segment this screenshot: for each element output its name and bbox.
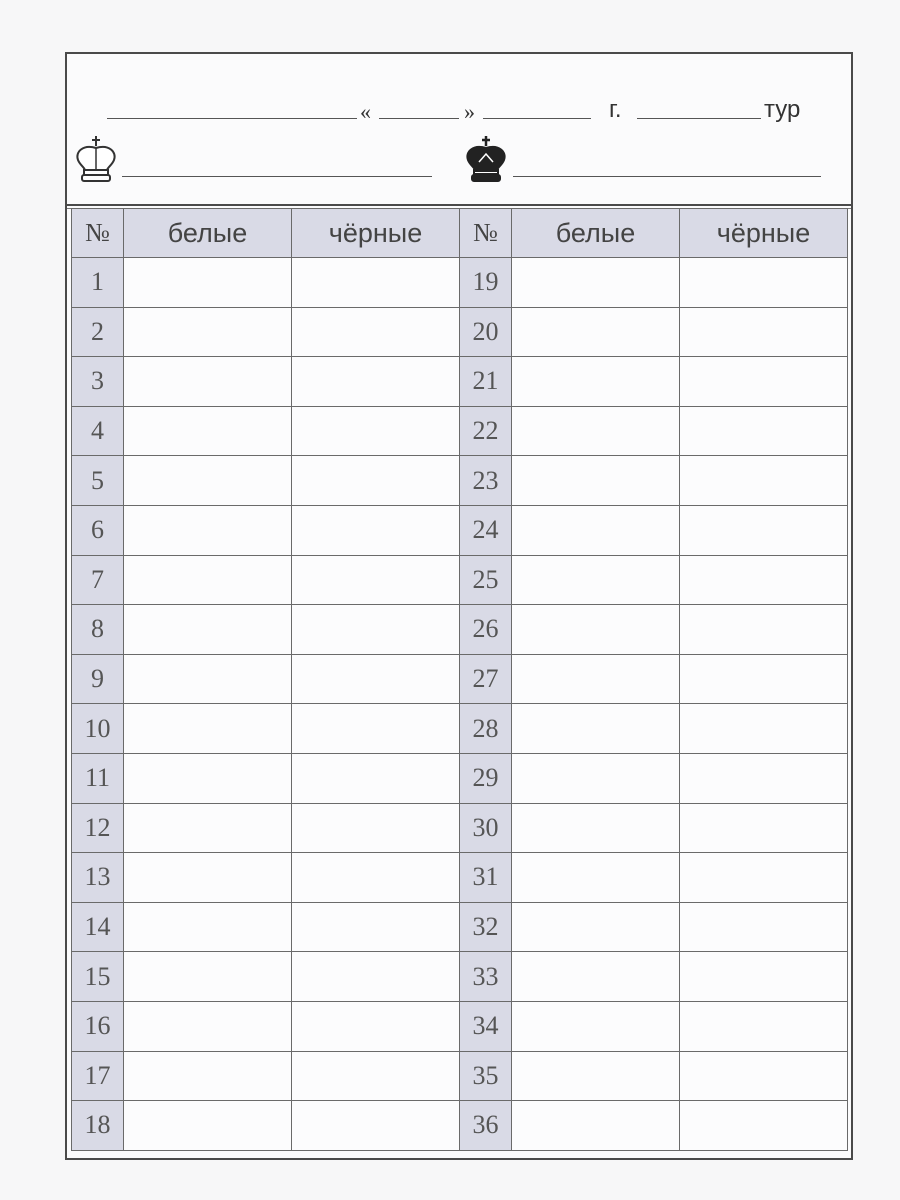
black-move-cell[interactable] (680, 952, 848, 1002)
black-player-field[interactable] (513, 176, 821, 177)
black-move-cell[interactable] (680, 853, 848, 903)
white-move-cell[interactable] (512, 258, 680, 308)
white-move-cell[interactable] (124, 505, 292, 555)
black-move-cell[interactable] (680, 1001, 848, 1051)
column-header-black: чёрные (680, 209, 848, 258)
white-move-cell[interactable] (124, 1001, 292, 1051)
event-field[interactable] (107, 118, 357, 119)
white-move-cell[interactable] (124, 654, 292, 704)
white-move-cell[interactable] (124, 605, 292, 655)
move-number: 3 (72, 357, 124, 407)
move-number: 20 (460, 307, 512, 357)
day-field[interactable] (379, 118, 459, 119)
white-move-cell[interactable] (124, 406, 292, 456)
move-number: 34 (460, 1001, 512, 1051)
black-move-cell[interactable] (680, 605, 848, 655)
move-row (72, 952, 460, 1002)
move-number: 22 (460, 406, 512, 456)
move-number: 33 (460, 952, 512, 1002)
white-move-cell[interactable] (512, 1101, 680, 1151)
black-move-cell[interactable] (680, 654, 848, 704)
move-number: 11 (72, 753, 124, 803)
move-number: 12 (72, 803, 124, 853)
move-number: 7 (72, 555, 124, 605)
white-move-cell[interactable] (512, 406, 680, 456)
header-divider (67, 204, 851, 206)
white-move-cell[interactable] (512, 753, 680, 803)
move-row (72, 357, 460, 407)
move-row (72, 1051, 460, 1101)
black-move-cell[interactable] (292, 1051, 460, 1101)
move-number: 26 (460, 605, 512, 655)
move-number: 21 (460, 357, 512, 407)
black-move-cell[interactable] (292, 357, 460, 407)
move-number: 10 (72, 704, 124, 754)
white-move-cell[interactable] (512, 803, 680, 853)
move-row (460, 753, 848, 803)
black-move-cell[interactable] (292, 1101, 460, 1151)
move-number: 25 (460, 555, 512, 605)
move-row (72, 307, 460, 357)
year-field[interactable] (637, 118, 761, 119)
black-move-cell[interactable] (292, 654, 460, 704)
black-move-cell[interactable] (680, 803, 848, 853)
black-move-cell[interactable] (680, 406, 848, 456)
move-row (460, 307, 848, 357)
white-move-cell[interactable] (512, 505, 680, 555)
white-move-cell[interactable] (124, 753, 292, 803)
move-number: 23 (460, 456, 512, 506)
white-move-cell[interactable] (124, 555, 292, 605)
black-move-cell[interactable] (680, 357, 848, 407)
move-number: 2 (72, 307, 124, 357)
black-move-cell[interactable] (292, 704, 460, 754)
move-row (460, 952, 848, 1002)
move-number: 15 (72, 952, 124, 1002)
move-row (72, 406, 460, 456)
black-move-cell[interactable] (292, 902, 460, 952)
move-row (72, 605, 460, 655)
move-row (460, 803, 848, 853)
white-move-cell[interactable] (512, 853, 680, 903)
move-row (72, 1001, 460, 1051)
move-row (72, 902, 460, 952)
move-number: 18 (72, 1101, 124, 1151)
column-header-white: белые (124, 209, 292, 258)
move-number: 6 (72, 505, 124, 555)
move-row (72, 505, 460, 555)
move-row (460, 406, 848, 456)
year-label: г. (609, 96, 622, 123)
column-header-white: белые (512, 209, 680, 258)
black-move-cell[interactable] (292, 307, 460, 357)
move-number: 36 (460, 1101, 512, 1151)
white-move-cell[interactable] (512, 555, 680, 605)
table-header-row (460, 209, 848, 258)
move-number: 1 (72, 258, 124, 308)
move-row (460, 654, 848, 704)
move-row (460, 258, 848, 308)
black-move-cell[interactable] (680, 505, 848, 555)
black-move-cell[interactable] (680, 456, 848, 506)
white-move-cell[interactable] (124, 307, 292, 357)
move-row (460, 1001, 848, 1051)
white-move-cell[interactable] (124, 902, 292, 952)
black-move-cell[interactable] (292, 505, 460, 555)
black-move-cell[interactable] (292, 456, 460, 506)
column-header-number: № (72, 209, 124, 258)
white-move-cell[interactable] (512, 605, 680, 655)
black-move-cell[interactable] (680, 753, 848, 803)
black-move-cell[interactable] (292, 555, 460, 605)
move-row (72, 704, 460, 754)
move-number: 14 (72, 902, 124, 952)
white-move-cell[interactable] (124, 1101, 292, 1151)
white-move-cell[interactable] (124, 853, 292, 903)
move-row (72, 654, 460, 704)
black-move-cell[interactable] (292, 853, 460, 903)
score-sheet (65, 52, 853, 1160)
open-quote: « (360, 99, 371, 124)
move-number: 13 (72, 853, 124, 903)
move-row (460, 505, 848, 555)
move-row (72, 803, 460, 853)
move-row (460, 902, 848, 952)
sheet-header (67, 54, 851, 204)
move-row (460, 1051, 848, 1101)
move-number: 17 (72, 1051, 124, 1101)
move-number: 8 (72, 605, 124, 655)
white-move-cell[interactable] (512, 456, 680, 506)
column-header-black: чёрные (292, 209, 460, 258)
move-row (72, 456, 460, 506)
white-move-cell[interactable] (512, 902, 680, 952)
moves-table-left (71, 208, 460, 1151)
black-move-cell[interactable] (680, 258, 848, 308)
round-label: тур (764, 96, 801, 123)
white-king-icon (73, 134, 119, 184)
move-number: 27 (460, 654, 512, 704)
white-move-cell[interactable] (124, 1051, 292, 1101)
move-row (460, 605, 848, 655)
move-number: 4 (72, 406, 124, 456)
black-move-cell[interactable] (680, 1101, 848, 1151)
white-move-cell[interactable] (124, 952, 292, 1002)
move-number: 5 (72, 456, 124, 506)
white-move-cell[interactable] (124, 357, 292, 407)
move-row (460, 1101, 848, 1151)
move-number: 32 (460, 902, 512, 952)
month-field[interactable] (483, 118, 591, 119)
move-number: 16 (72, 1001, 124, 1051)
close-quote: » (464, 99, 475, 124)
white-move-cell[interactable] (512, 1051, 680, 1101)
move-number: 35 (460, 1051, 512, 1101)
move-row (72, 555, 460, 605)
move-number: 29 (460, 753, 512, 803)
black-move-cell[interactable] (292, 258, 460, 308)
white-move-cell[interactable] (512, 952, 680, 1002)
white-move-cell[interactable] (124, 704, 292, 754)
black-king-icon (463, 134, 509, 184)
black-move-cell[interactable] (680, 1051, 848, 1101)
move-row (460, 853, 848, 903)
black-move-cell[interactable] (292, 753, 460, 803)
black-move-cell[interactable] (292, 1001, 460, 1051)
black-move-cell[interactable] (292, 952, 460, 1002)
move-number: 30 (460, 803, 512, 853)
white-move-cell[interactable] (512, 307, 680, 357)
black-move-cell[interactable] (292, 803, 460, 853)
white-move-cell[interactable] (512, 704, 680, 754)
white-move-cell[interactable] (512, 1001, 680, 1051)
black-move-cell[interactable] (680, 704, 848, 754)
move-row (460, 704, 848, 754)
black-move-cell[interactable] (680, 307, 848, 357)
black-move-cell[interactable] (680, 555, 848, 605)
white-move-cell[interactable] (512, 357, 680, 407)
move-row (460, 357, 848, 407)
table-header-row (72, 209, 460, 258)
white-move-cell[interactable] (124, 258, 292, 308)
move-number: 19 (460, 258, 512, 308)
move-number: 9 (72, 654, 124, 704)
black-move-cell[interactable] (680, 902, 848, 952)
move-row (72, 258, 460, 308)
move-row (460, 456, 848, 506)
black-move-cell[interactable] (292, 605, 460, 655)
white-move-cell[interactable] (124, 803, 292, 853)
move-number: 24 (460, 505, 512, 555)
white-player-field[interactable] (122, 176, 432, 177)
move-row (72, 1101, 460, 1151)
move-number: 31 (460, 853, 512, 903)
move-row (72, 753, 460, 803)
move-number: 28 (460, 704, 512, 754)
white-move-cell[interactable] (512, 654, 680, 704)
moves-table-right (459, 208, 848, 1151)
move-row (460, 555, 848, 605)
white-move-cell[interactable] (124, 456, 292, 506)
move-row (72, 853, 460, 903)
black-move-cell[interactable] (292, 406, 460, 456)
column-header-number: № (460, 209, 512, 258)
